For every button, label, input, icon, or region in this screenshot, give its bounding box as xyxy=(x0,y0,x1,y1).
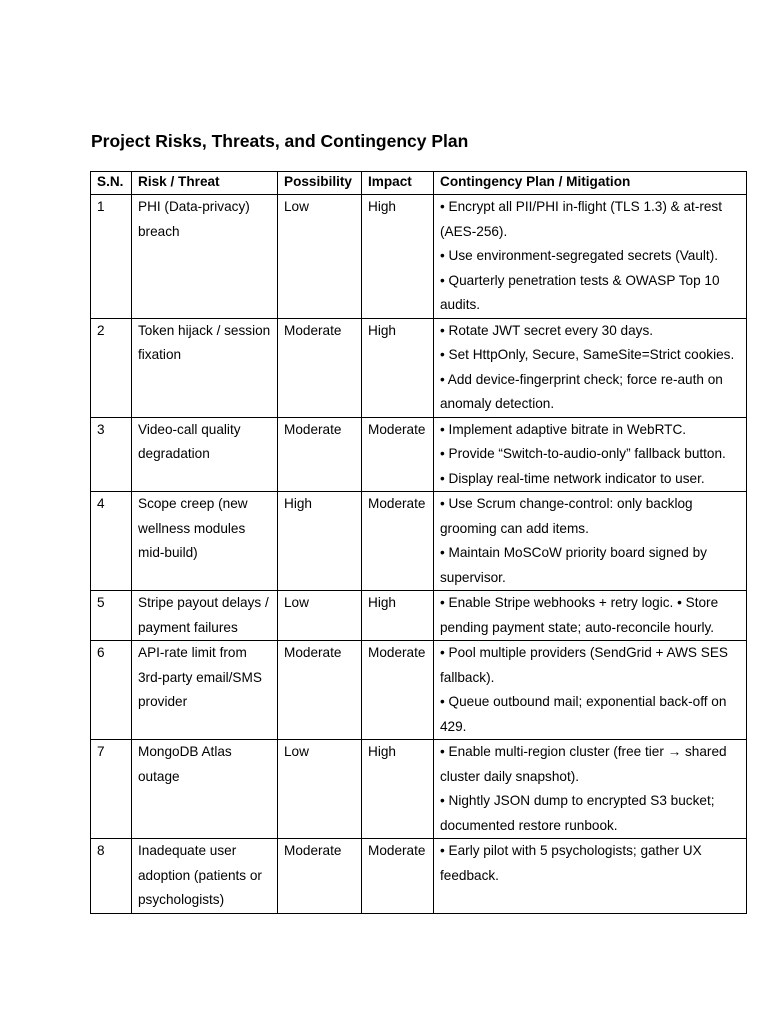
cell-possibility: Moderate xyxy=(278,839,362,914)
cell-plan xyxy=(434,839,747,914)
cell-possibility: Moderate xyxy=(278,641,362,740)
mitigation-item: • Enable Stripe webhooks + retry logic. • Store pending payment state; auto-reconcile hourly. xyxy=(440,595,719,635)
header-risk: Risk / Threat xyxy=(132,172,278,195)
mitigation-item: • Provide “Switch-to-audio-only” fallback button. xyxy=(440,446,726,461)
cell-risk: PHI (Data-privacy) breach xyxy=(132,195,278,319)
mitigation-item: • Set HttpOnly, Secure, SameSite=Strict cookies. xyxy=(440,347,735,362)
table-row xyxy=(91,641,747,740)
cell-sn: 7 xyxy=(91,740,132,839)
cell-sn: 8 xyxy=(91,839,132,914)
cell-plan xyxy=(434,740,747,839)
cell-risk: Stripe payout delays / payment failures xyxy=(132,591,278,641)
cell-sn: 2 xyxy=(91,318,132,417)
table-row xyxy=(91,839,747,914)
header-impact: Impact xyxy=(362,172,434,195)
cell-sn: 5 xyxy=(91,591,132,641)
cell-risk: MongoDB Atlas outage xyxy=(132,740,278,839)
table-row xyxy=(91,740,747,839)
cell-possibility: Moderate xyxy=(278,417,362,492)
mitigation-item: • Use Scrum change-control: only backlog grooming can add items. xyxy=(440,496,693,536)
cell-impact: High xyxy=(362,591,434,641)
cell-possibility: Moderate xyxy=(278,318,362,417)
cell-plan xyxy=(434,318,747,417)
table-row xyxy=(91,318,747,417)
cell-risk: Video-call quality degradation xyxy=(132,417,278,492)
mitigation-item: • Enable multi-region cluster (free tier → shared cluster daily snapshot). xyxy=(440,744,727,784)
mitigation-item: • Early pilot with 5 psychologists; gather UX feedback. xyxy=(440,843,702,883)
cell-impact: High xyxy=(362,318,434,417)
cell-impact: High xyxy=(362,195,434,319)
header-plan: Contingency Plan / Mitigation xyxy=(434,172,747,195)
cell-impact: Moderate xyxy=(362,641,434,740)
table-row xyxy=(91,195,747,319)
cell-risk: Scope creep (new wellness modules mid-build) xyxy=(132,492,278,591)
cell-impact: High xyxy=(362,740,434,839)
cell-impact: Moderate xyxy=(362,417,434,492)
mitigation-item: • Implement adaptive bitrate in WebRTC. xyxy=(440,421,687,437)
table-row xyxy=(91,492,747,591)
cell-plan xyxy=(434,492,747,591)
table-header-row xyxy=(91,172,747,195)
cell-possibility: Low xyxy=(278,195,362,319)
header-sn: S.N. xyxy=(91,172,132,195)
mitigation-item: • Quarterly penetration tests & OWASP Top 10 audits. xyxy=(440,272,720,312)
risk-table xyxy=(90,171,747,914)
mitigation-item: • Maintain MoSCoW priority board signed by supervisor. xyxy=(440,545,707,585)
cell-possibility: Low xyxy=(278,740,362,839)
mitigation-item: • Use environment-segregated secrets (Vault). xyxy=(440,248,719,263)
mitigation-item: • Display real-time network indicator to user. xyxy=(440,470,705,486)
mitigation-item: • Encrypt all PII/PHI in-flight (TLS 1.3) & at-rest (AES-256). xyxy=(440,199,723,239)
cell-plan xyxy=(434,591,747,641)
cell-sn: 4 xyxy=(91,492,132,591)
cell-sn: 1 xyxy=(91,195,132,319)
cell-possibility: High xyxy=(278,492,362,591)
mitigation-item: • Rotate JWT secret every 30 days. xyxy=(440,322,654,338)
cell-risk: Inadequate user adoption (patients or psychologists) xyxy=(132,839,278,914)
table-row xyxy=(91,591,747,641)
cell-plan xyxy=(434,417,747,492)
mitigation-item: • Add device-fingerprint check; force re-auth on anomaly detection. xyxy=(440,371,723,411)
cell-sn: 3 xyxy=(91,417,132,492)
cell-plan xyxy=(434,641,747,740)
document-title: Project Risks, Threats, and Contingency Plan xyxy=(91,131,469,151)
cell-sn: 6 xyxy=(91,641,132,740)
cell-risk: API-rate limit from 3rd-party email/SMS provider xyxy=(132,641,278,740)
cell-possibility: Low xyxy=(278,591,362,641)
cell-impact: Moderate xyxy=(362,492,434,591)
mitigation-item: • Nightly JSON dump to encrypted S3 bucket; documented restore runbook. xyxy=(440,793,715,833)
header-possibility: Possibility xyxy=(278,172,362,195)
mitigation-item: • Pool multiple providers (SendGrid + AWS SES fallback). xyxy=(440,645,728,685)
mitigation-item: • Queue outbound mail; exponential back-off on 429. xyxy=(440,694,727,734)
table-row xyxy=(91,417,747,492)
cell-plan xyxy=(434,195,747,319)
cell-risk: Token hijack / session fixation xyxy=(132,318,278,417)
cell-impact: Moderate xyxy=(362,839,434,914)
